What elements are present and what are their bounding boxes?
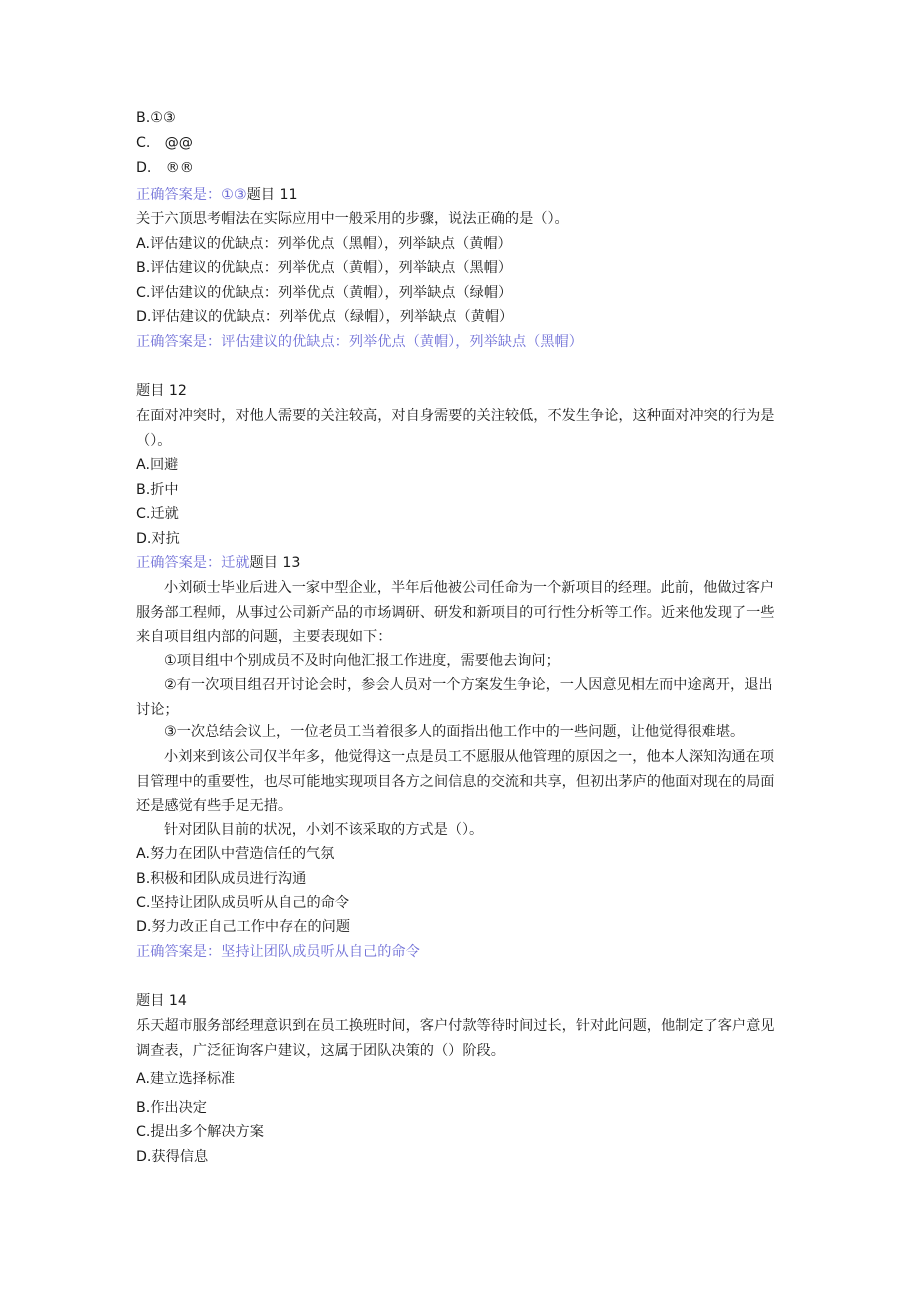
answer-line bbox=[136, 553, 300, 573]
case-paragraph: 小刘硕士毕业后进入一家中型企业，半年后他被公司任命为一个新项目的经理。此前，他做过客户服务部工程师，从事过公司新产品的市场调研、研发和新项目的可行性分析等工作。近来他发现了一些来自项目组内部的问题，主要表现如下： bbox=[136, 580, 775, 645]
case-paragraph: 小刘来到该公司仅半年多，他觉得这一点是员工不愿服从他管理的原因之一，他本人深知沟通在项目管理中的重要性，也尽可能地实现项目各方之间信息的交流和共享，但初出茅庐的他面对现在的局面还是感觉有些手足无措。 bbox=[136, 749, 775, 814]
option-a: A.回避 bbox=[136, 457, 179, 473]
correct-answer: 正确答案是：①③ bbox=[136, 187, 247, 203]
option-d: D.对抗 bbox=[136, 531, 180, 547]
case-item: ①项目组中个别成员不及时向他汇报工作进度，需要他去询问； bbox=[164, 653, 560, 669]
question-title: 题目 11 bbox=[246, 187, 298, 203]
correct-answer: 正确答案是：坚持让团队成员听从自己的命令 bbox=[136, 944, 420, 960]
question-stem: 在面对冲突时，对他人需要的关注较高，对自身需要的关注较低，不发生争论，这种面对冲突的行为是（）。 bbox=[136, 408, 775, 449]
question-stem: 针对团队目前的状况，小刘不该采取的方式是（）。 bbox=[164, 822, 484, 838]
correct-answer: 正确答案是：评估建议的优缺点：列举优点（黄帽），列举缺点（黑帽） bbox=[136, 334, 583, 350]
question-title: 题目 13 bbox=[249, 555, 301, 571]
option-a: A.努力在团队中营造信任的气氛 bbox=[136, 846, 335, 862]
option-b: B.积极和团队成员进行沟通 bbox=[136, 871, 307, 887]
option-b: B.①③ bbox=[136, 110, 176, 126]
option-b: B.折中 bbox=[136, 482, 179, 498]
option-d: D.评估建议的优缺点：列举优点（绿帽），列举缺点（黄帽） bbox=[136, 309, 514, 325]
option-a: A.建立选择标准 bbox=[136, 1071, 236, 1087]
answer-line bbox=[136, 185, 298, 205]
option-c: C.评估建议的优缺点：列举优点（黄帽），列举缺点（绿帽） bbox=[136, 285, 513, 301]
option-d: D.努力改正自己工作中存在的问题 bbox=[136, 919, 351, 935]
option-c: C.迁就 bbox=[136, 506, 179, 522]
question-title: 题目 12 bbox=[136, 383, 187, 399]
case-item: ③一次总结会议上，一位老员工当着很多人的面指出他工作中的一些问题，让他觉得很难堪。 bbox=[164, 724, 745, 740]
option-a: A.评估建议的优缺点：列举优点（黑帽），列举缺点（黄帽） bbox=[136, 236, 512, 252]
option-c: C.提出多个解决方案 bbox=[136, 1124, 264, 1140]
option-c: C. @@ bbox=[136, 135, 193, 151]
question-title: 题目 14 bbox=[136, 993, 187, 1009]
option-d: D. ®® bbox=[136, 160, 194, 176]
option-b: B.评估建议的优缺点：列举优点（黄帽），列举缺点（黑帽） bbox=[136, 260, 513, 276]
question-stem: 乐天超市服务部经理意识到在员工换班时间，客户付款等待时间过长，针对此问题，他制定了客户意见调查表，广泛征询客户建议，这属于团队决策的（）阶段。 bbox=[136, 1018, 775, 1059]
correct-answer: 正确答案是：迁就 bbox=[136, 555, 250, 571]
option-c: C.坚持让团队成员听从自己的命令 bbox=[136, 895, 350, 911]
option-d: D.获得信息 bbox=[136, 1149, 209, 1165]
question-stem: 关于六顶思考帽法在实际应用中一般采用的步骤，说法正确的是（）。 bbox=[136, 211, 569, 227]
option-b: B.作出决定 bbox=[136, 1100, 207, 1116]
case-item: ②有一次项目组召开讨论会时，参会人员对一个方案发生争论，一人因意见相左而中途离开，退出讨论； bbox=[136, 677, 773, 718]
